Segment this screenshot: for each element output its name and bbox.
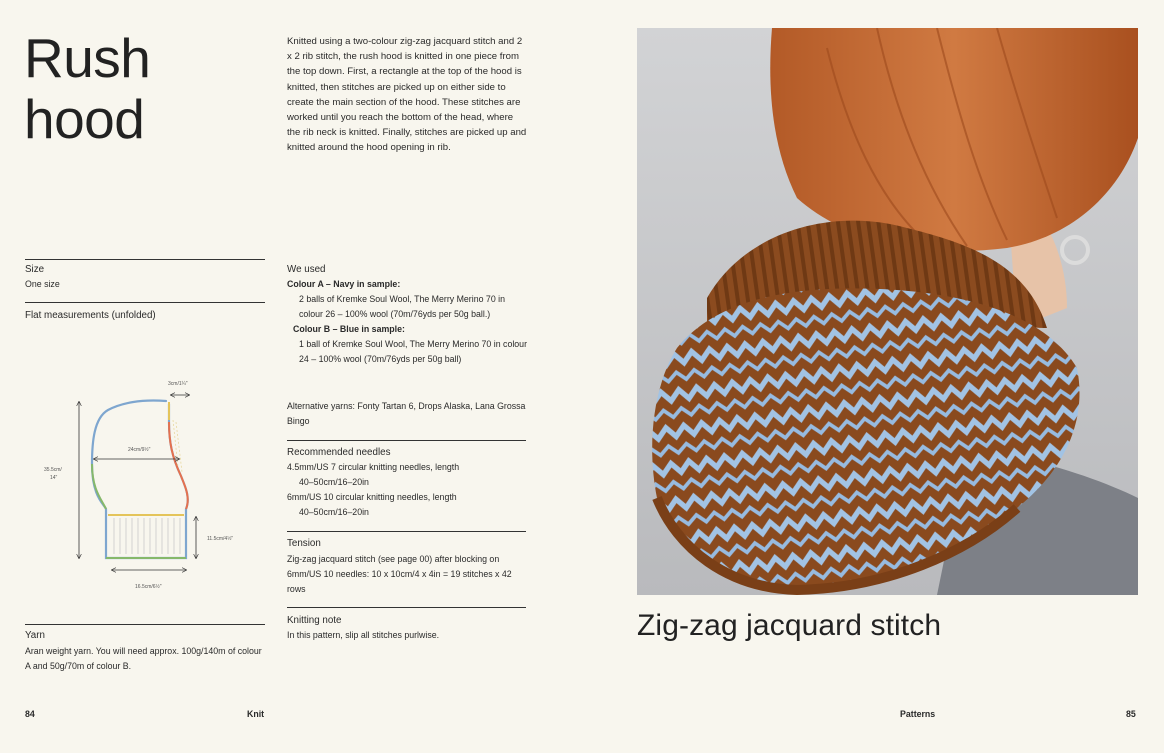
flat-measurements-heading: Flat measurements (unfolded): [25, 310, 156, 321]
colour-b-text: 1 ball of Kremke Soul Wool, The Merry Merino 70 in colour 24 – 100% wool (70m/76yds per 50g ball): [299, 339, 528, 364]
we-used-heading: We used: [287, 264, 326, 275]
bottom-width-label: 16.5cm/6½": [135, 584, 162, 590]
colour-a-text: 2 balls of Kremke Soul Wool, The Merry Merino 70 in colour 26 – 100% wool (70m/76yds per 50g ball.): [299, 294, 506, 319]
height-label: 35.5cm/: [44, 467, 62, 473]
right-section-name: Patterns: [900, 709, 936, 719]
needles-block: [287, 460, 527, 520]
yarn-text: Aran weight yarn. You will need approx. 100g/140m of colour A and 50g/70m of colour B.: [25, 646, 262, 671]
knitting-note-heading: Knitting note: [287, 615, 342, 626]
hood-photo: [637, 28, 1138, 595]
hood-outline-orange: [169, 422, 188, 509]
needles-line-2-length: 40–50cm/16–20in: [299, 507, 369, 517]
divider: [25, 302, 265, 303]
middle-width-label: 24cm/9½": [128, 447, 151, 453]
tension-heading: Tension: [287, 538, 321, 549]
left-section-name: Knit: [247, 709, 265, 719]
divider: [287, 607, 526, 608]
needles-line-1-length: 40–50cm/16–20in: [299, 477, 369, 487]
needles-heading: Recommended needles: [287, 447, 391, 458]
page-title: [24, 28, 150, 150]
yarn-heading: Yarn: [25, 630, 45, 641]
rib-stripes: [114, 518, 180, 554]
divider: [25, 624, 265, 625]
colour-b-label: Colour B – Blue in sample:: [293, 324, 405, 334]
intro-paragraph: Knitted using a two-colour zig-zag jacquard stitch and 2 x 2 rib stitch, the rush hood is knitted in one piece from the top down. First, a rectangle at the top of the hood is knitted, then stitches are picked up on either side to create the main section of the hood. These stitches are worked until you reach the bottom of the head, where the rib neck is knitted. Finally, stitches are picked up and knitted around the hood opening in rib.: [287, 36, 527, 154]
rib-height-label: 11.5cm/4½": [207, 536, 234, 542]
right-page-number: 85: [1126, 709, 1136, 719]
tension-text: Zig-zag jacquard stitch (see page 00) after blocking on 6mm/US 10 needles: 10 x 10cm/4 x 4in = 19 stitches x 42 rows: [287, 554, 512, 594]
needles-line-2: 6mm/US 10 circular knitting needles, length: [287, 492, 457, 502]
left-page-number: 84: [25, 709, 35, 719]
hood-outline-green: [92, 464, 106, 509]
alternative-yarns: Alternative yarns: Fonty Tartan 6, Drops Alaska, Lana Grossa Bingo: [287, 401, 526, 426]
size-heading: Size: [25, 264, 45, 275]
title-line-1: Rush: [24, 27, 151, 89]
photo-caption: Zig-zag jacquard stitch: [637, 609, 942, 642]
divider: [287, 531, 526, 532]
top-width-label: 3cm/1¼": [168, 381, 188, 387]
colour-a-label: Colour A – Navy in sample:: [287, 279, 401, 289]
hood-schematic: [26, 372, 266, 602]
divider: [287, 440, 526, 441]
hood-photo-illustration: [637, 28, 1138, 595]
divider: [25, 259, 265, 260]
title-line-2: hood: [24, 88, 145, 150]
size-value: One size: [25, 279, 60, 289]
knitting-note-text: In this pattern, slip all stitches purlwise.: [287, 630, 440, 640]
we-used-block: [287, 277, 527, 367]
needles-line-1: 4.5mm/US 7 circular knitting needles, length: [287, 462, 460, 472]
height-label-inches: 14": [50, 475, 58, 481]
rib-lines: [173, 420, 182, 472]
